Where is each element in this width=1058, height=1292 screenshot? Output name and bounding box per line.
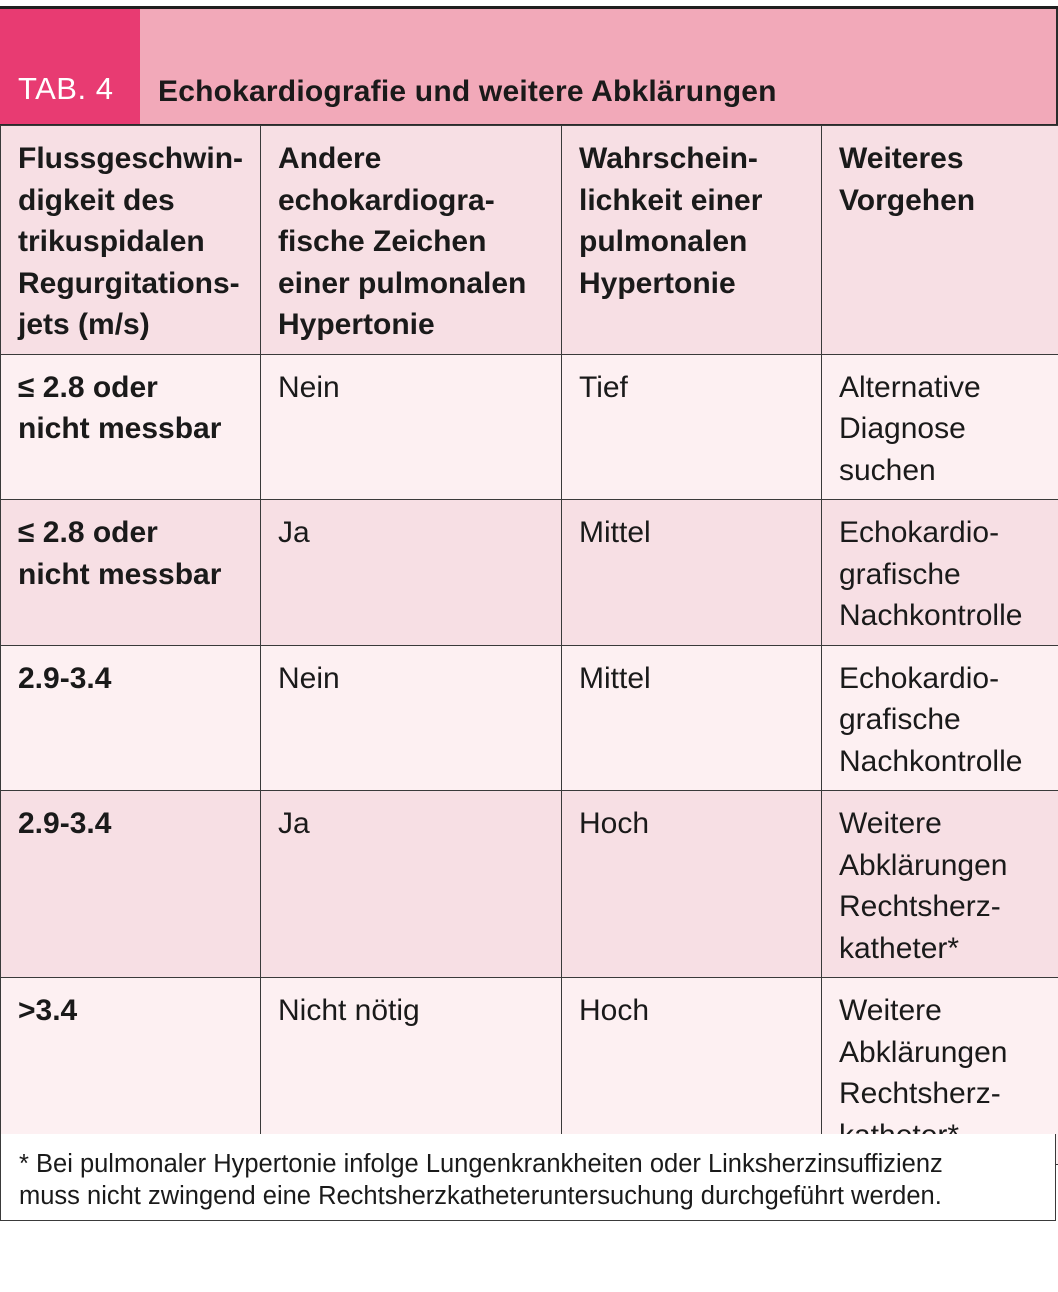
column-header-signs: Andere echokardiogra- fische Zeichen einer pulmonalen Hypertonie bbox=[261, 126, 562, 355]
table-row bbox=[1, 500, 1058, 646]
velocity-cell: 2.9-3.4 bbox=[1, 645, 261, 791]
velocity-cell: 2.9-3.4 bbox=[1, 791, 261, 978]
column-header-row bbox=[1, 126, 1058, 355]
probability-cell: Mittel bbox=[562, 645, 822, 791]
next-steps-cell: Alternative Diagnose suchen bbox=[822, 354, 1058, 500]
table-row bbox=[1, 791, 1058, 978]
signs-cell: Nicht nötig bbox=[261, 978, 562, 1165]
probability-cell: Hoch bbox=[562, 791, 822, 978]
probability-cell: Mittel bbox=[562, 500, 822, 646]
footnote-line: * Bei pulmonaler Hypertonie infolge Lungenkrankheiten oder Linksherzinsuffizienz bbox=[19, 1150, 943, 1178]
probability-cell: Tief bbox=[562, 354, 822, 500]
velocity-cell: >3.4 bbox=[1, 978, 261, 1165]
table-number-badge bbox=[0, 9, 140, 124]
table-number: TAB. 4 bbox=[18, 71, 114, 106]
next-steps-cell: Weitere Abklärungen Rechtsherz- katheter* bbox=[822, 791, 1058, 978]
next-steps-cell: Weitere Abklärungen Rechtsherz- bbox=[822, 978, 1058, 1165]
table-header-band bbox=[0, 9, 1058, 124]
signs-cell: Ja bbox=[261, 500, 562, 646]
column-header-velocity: Flussgeschwin- digkeit des trikuspidalen Regurgitations- jets (m/s) bbox=[1, 126, 261, 355]
signs-cell: Nein bbox=[261, 645, 562, 791]
next-steps-cell: Echokardio- grafische Nachkontrolle bbox=[822, 645, 1058, 791]
table-row bbox=[1, 645, 1058, 791]
probability-cell: Hoch bbox=[562, 978, 822, 1165]
velocity-cell: ≤ 2.8 oder nicht messbar bbox=[1, 500, 261, 646]
signs-cell: Nein bbox=[261, 354, 562, 500]
column-header-next-steps: Weiteres Vorgehen bbox=[822, 126, 1058, 355]
table-footnote bbox=[0, 1134, 1056, 1221]
footnote-line: muss nicht zwingend eine Rechtsherzkatheteruntersuchung durchgeführt werden. bbox=[19, 1182, 942, 1210]
velocity-cell: ≤ 2.8 oder nicht messbar bbox=[1, 354, 261, 500]
echo-table bbox=[0, 125, 1058, 1165]
table-title: Echokardiografie und weitere Abklärungen bbox=[158, 75, 777, 108]
next-steps-cell: Echokardio- grafische Nachkontrolle bbox=[822, 500, 1058, 646]
signs-cell: Ja bbox=[261, 791, 562, 978]
table-row bbox=[1, 354, 1058, 500]
column-header-probability: Wahrschein- lichkeit einer pulmonalen Hypertonie bbox=[562, 126, 822, 355]
